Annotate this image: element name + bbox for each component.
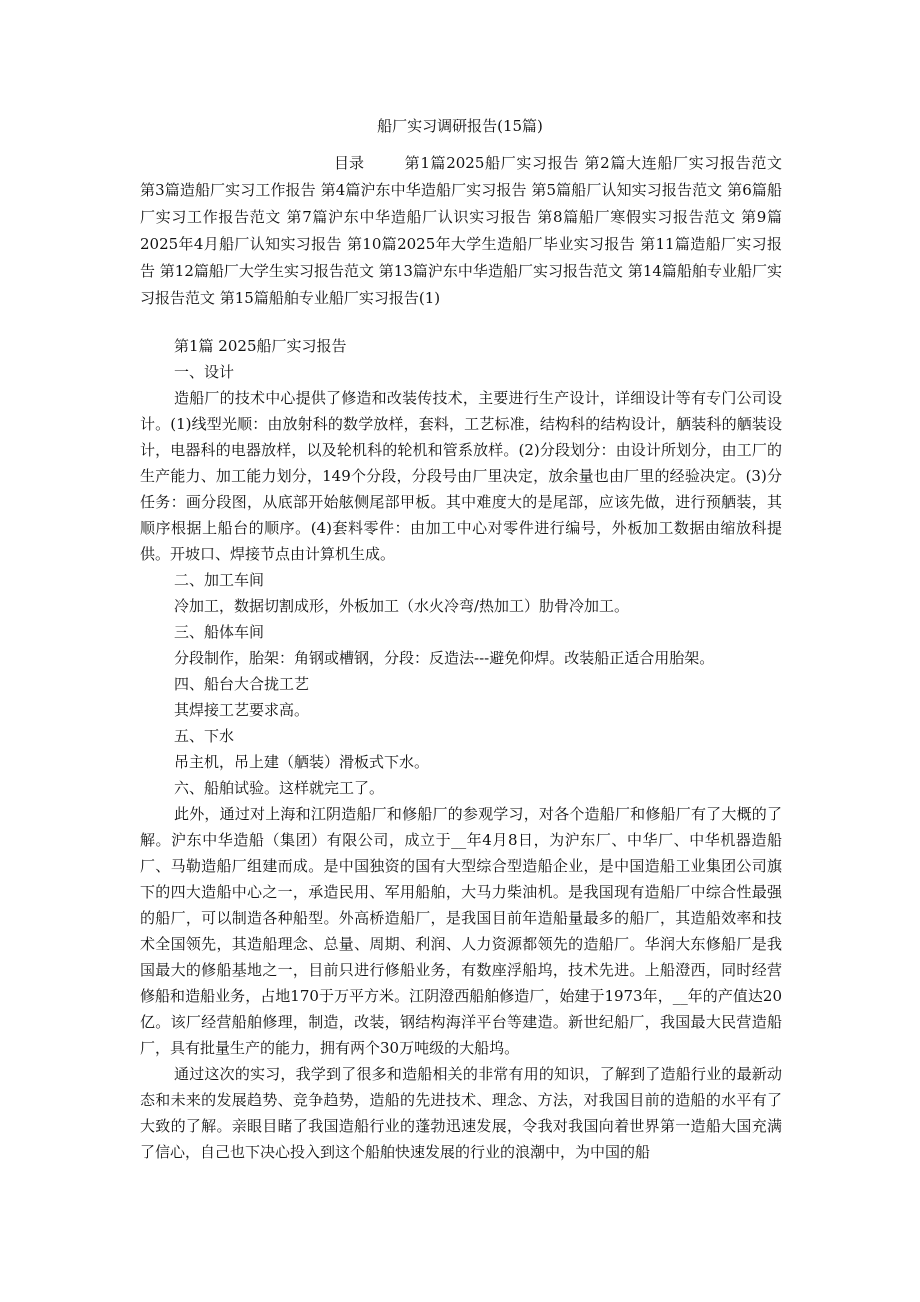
paragraph-shipyards: 此外，通过对上海和江阴造船厂和修船厂的参观学习，对各个造船厂和修船厂有了大概的了解。沪东中华造船（集团）有限公司，成立于__年4月8日，为沪东厂、中华厂、中华机器造船厂、马勒造船厂组建而成。是中国独资的国有大型综合型造船企业，是中国造船工业集团公司旗下的四大造船中心之一，承造民用、军用船舶，大马力柴油机。是我国现有造船厂中综合性最强的船厂，可以制造各种船型。外高桥造船厂，是我国目前年造船量最多的船厂，其造船效率和技术全国领先，其造船理念、总量、周期、利润、人力资源都领先的造船厂。华润大东修船厂是我国最大的修船基地之一，目前只进行修船业务，有数座浮船坞，技术先进。上船澄西，同时经营修船和造船业务，占地170于万平方米。江阴澄西船舶修造厂，始建于1973年，__年的产值达20亿。该厂经营船舶修理，制造，改装，钢结构海洋平台等建造。新世纪船厂，我国最大民营造船厂，具有批量生产的能力，拥有两个30万吨级的大船坞。 xyxy=(140,805,782,1057)
section-heading-hull-workshop: 三、船体车间 xyxy=(174,623,265,641)
table-of-contents xyxy=(140,150,782,312)
article-title: 第1篇 2025船厂实习报告 xyxy=(174,337,347,355)
section-text-processing-workshop: 冷加工，数据切割成形，外板加工（水火冷弯/热加工）肋骨冷加工。 xyxy=(174,597,630,615)
section-text-launch: 吊主机，吊上建（舾装）滑板式下水。 xyxy=(174,753,430,771)
document-title: 船厂实习调研报告(15篇) xyxy=(377,117,543,135)
section-text-hull-workshop: 分段制作，胎架：角钢或槽钢，分段：反造法---避免仰焊。改装船正适合用胎架。 xyxy=(174,649,715,667)
toc-label: 目录 xyxy=(334,154,365,172)
article-body xyxy=(140,333,782,1165)
section-heading-assembly: 四、船台大合拢工艺 xyxy=(174,675,310,693)
section-heading-design: 一、设计 xyxy=(174,363,235,381)
section-text-assembly: 其焊接工艺要求高。 xyxy=(174,701,310,719)
section-heading-processing-workshop: 二、加工车间 xyxy=(174,571,265,589)
section-heading-launch: 五、下水 xyxy=(174,727,235,745)
section-heading-testing: 六、船舶试验。这样就完工了。 xyxy=(174,779,385,797)
toc-entries: 第1篇2025船厂实习报告 第2篇大连船厂实习报告范文 第3篇造船厂实习工作报告 第4篇沪东中华造船厂实习报告 第5篇船厂认知实习报告范文 第6篇船厂实习工作报告范文 第7篇沪东中华造船厂认识实习报告 第8篇船厂寒假实习报告范文 第9篇2025年4月船厂认知实习报告 第10篇2025年大学生造船厂毕业实习报告 第11篇造船厂实习报告 第12篇船厂大学生实习报告范文 第13篇沪东中华造船厂实习报告范文 第14篇船舶专业船厂实习报告范文 第15篇船舶专业船厂实习报告(1) xyxy=(140,154,782,307)
paragraph-conclusion: 通过这次的实习，我学到了很多和造船相关的非常有用的知识，了解到了造船行业的最新动态和未来的发展趋势、竞争趋势，造船的先进技术、理念、方法，对我国目前的造船的水平有了大致的了解。亲眼目睹了我国造船行业的蓬勃迅速发展，令我对我国向着世界第一造船大国充满了信心，自己也下决心投入到这个船舶快速发展的行业的浪潮中，为中国的船 xyxy=(140,1065,782,1161)
section-text-design: 造船厂的技术中心提供了修造和改装传技术，主要进行生产设计，详细设计等有专门公司设计。(1)线型光顺：由放射科的数学放样，套料，工艺标准，结构科的结构设计，舾装科的舾装设计，电器科的电器放样，以及轮机科的轮机和管系放样。(2)分段划分：由设计所划分，由工厂的生产能力、加工能力划分，149个分段，分段号由厂里决定，放余量也由厂里的经验决定。(3)分任务：画分段图，从底部开始舷侧尾部甲板。其中难度大的是尾部，应该先做，进行预舾装，其顺序根据上船台的顺序。(4)套料零件：由加工中心对零件进行编号，外板加工数据由缩放科提供。开坡口、焊接节点由计算机生成。 xyxy=(140,389,782,563)
